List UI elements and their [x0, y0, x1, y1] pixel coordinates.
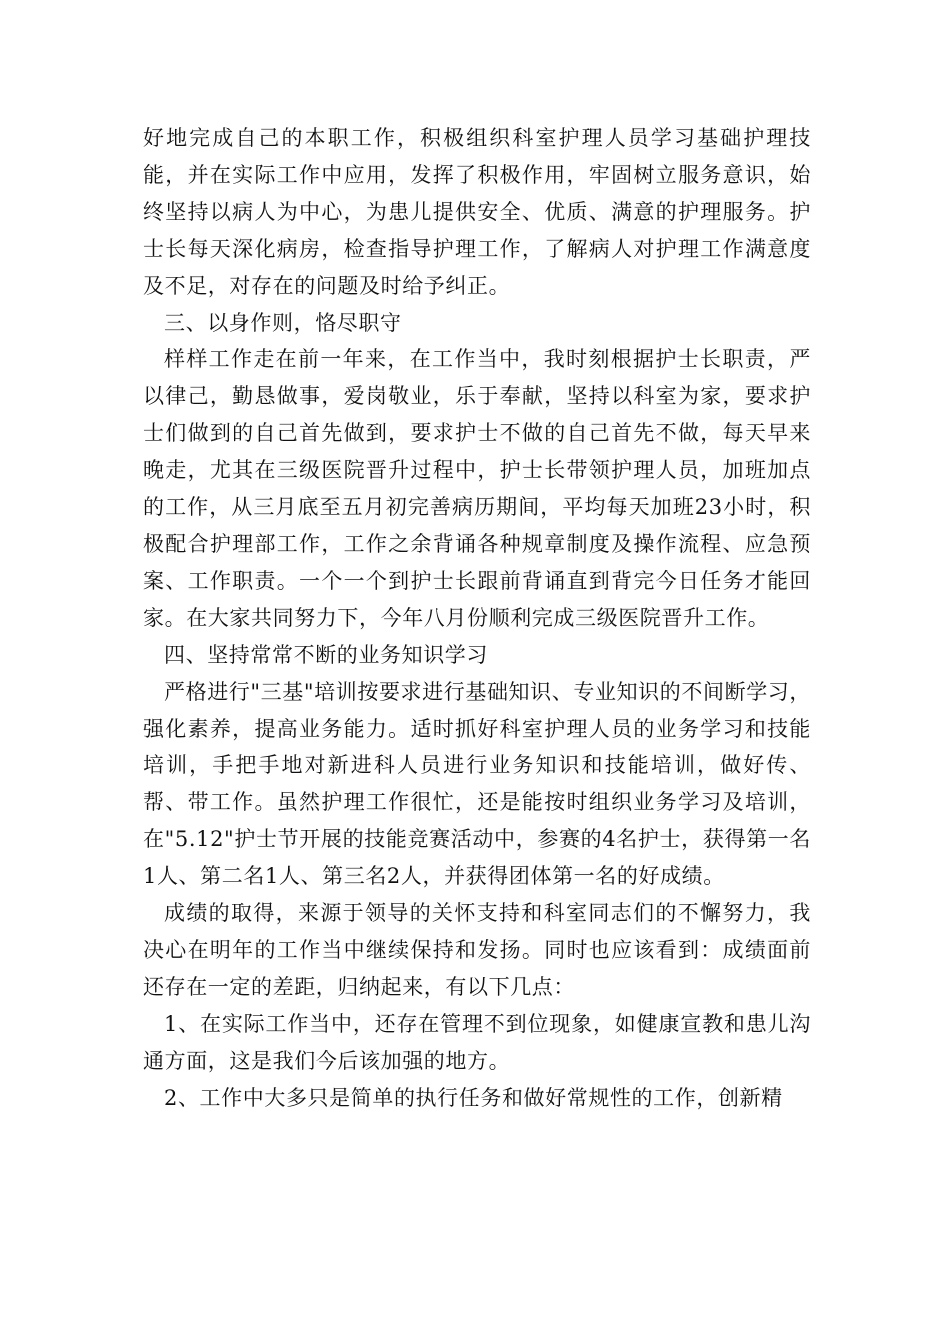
paragraph-continuation: 好地完成自己的本职工作，积极组织科室护理人员学习基础护理技能，并在实际工作中应用，发挥了积极作用，牢固树立服务意识，始终坚持以病人为中心，为患儿提供安全、优质、满意的护理服务。护士长每天深化病房，检查指导护理工作，了解病人对护理工作满意度及不足，对存在的问题及时给予纠正。 — [143, 126, 811, 298]
paragraph-duty: 样样工作走在前一年来，在工作当中，我时刻根据护士长职责，严以律己，勤恳做事，爱岗敬业，乐于奉献，坚持以科室为家，要求护士们做到的自己首先做到，要求护士不做的自己首先不做，每天早来晚走，尤其在三级医院晋升过程中，护士长带领护理人员，加班加点的工作，从三月底至五月初完善病历期间，平均每天加班23小时，积极配合护理部工作，工作之余背诵各种规章制度及操作流程、应急预案、工作职责。一个一个到护士长跟前背诵直到背完今日任务才能回家。在大家共同努力下，今年八月份顺利完成三级医院晋升工作。 — [143, 347, 811, 630]
section-heading-3: 三、以身作则，恪尽职守 — [164, 310, 402, 335]
list-item-2: 2、工作中大多只是简单的执行任务和做好常规性的工作，创新精 — [164, 1085, 783, 1110]
paragraph-training: 严格进行"三基"培训按要求进行基础知识、专业知识的不间断学习，强化素养，提高业务能力。适时抓好科室护理人员的业务学习和技能培训，手把手地对新进科人员进行业务知识和技能培训，做好传、帮、带工作。虽然护理工作很忙，还是能按时组织业务学习及培训，在"5.12"护士节开展的技能竞赛活动中，参赛的4名护士，获得第一名1人、第二名1人、第三名2人，并获得团体第一名的好成绩。 — [143, 679, 811, 889]
section-heading-4: 四、坚持常常不断的业务知识学习 — [164, 642, 488, 667]
list-item-1: 1、在实际工作当中，还存在管理不到位现象，如健康宣教和患儿沟通方面，这是我们今后该加强的地方。 — [143, 1011, 811, 1073]
paragraph-achievements: 成绩的取得，来源于领导的关怀支持和科室同志们的不懈努力，我决心在明年的工作当中继续保持和发扬。同时也应该看到：成绩面前还存在一定的差距，归纳起来，有以下几点： — [143, 901, 811, 999]
document-body — [143, 120, 811, 1116]
